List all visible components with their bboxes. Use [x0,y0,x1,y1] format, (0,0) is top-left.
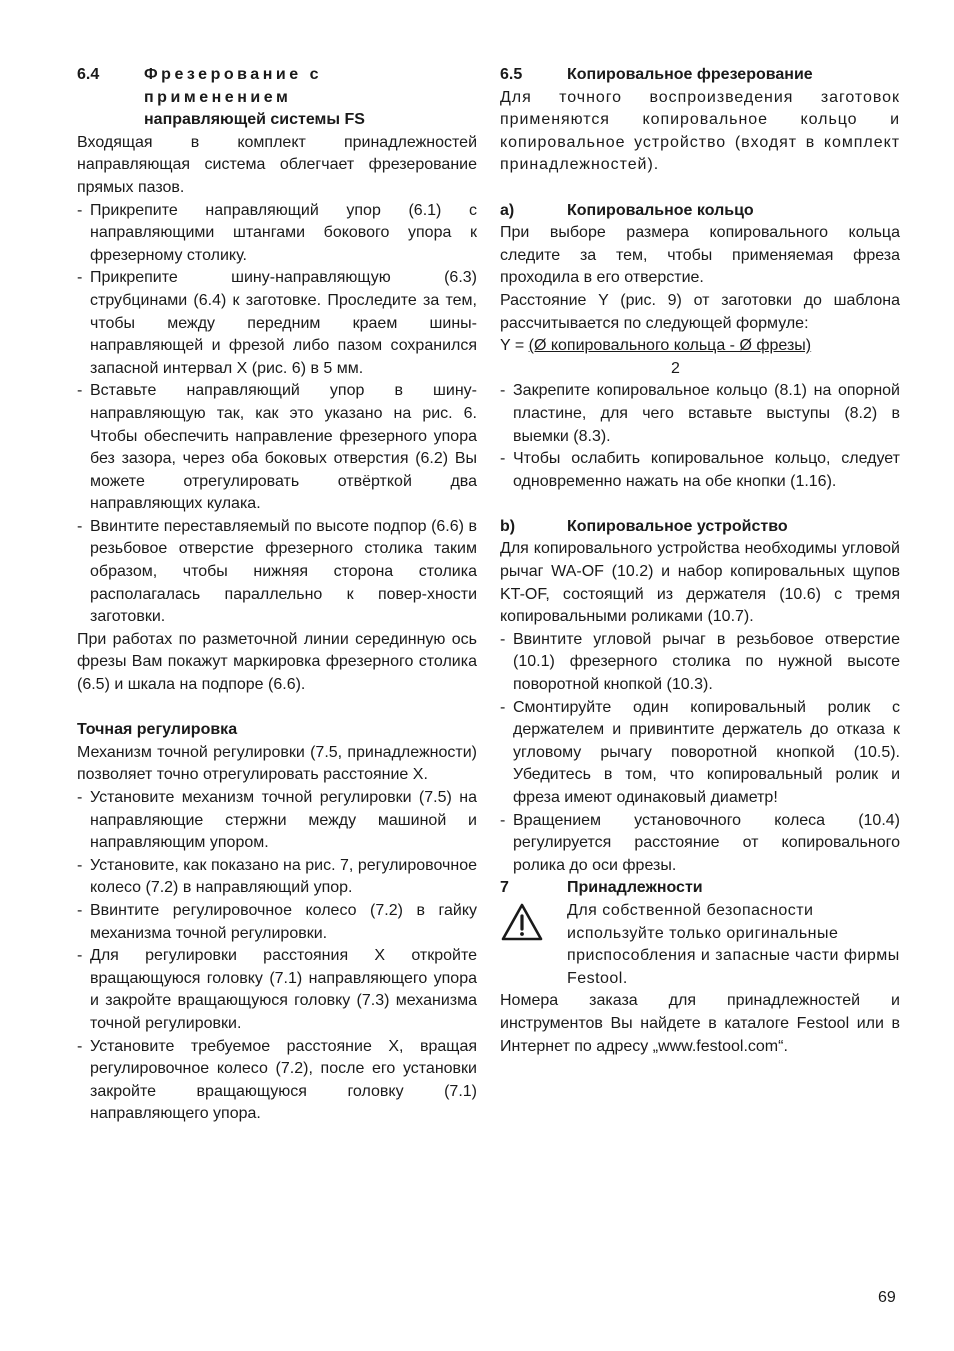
section-title: Копировальное фрезерование [567,66,813,83]
right-column [500,64,900,1058]
list-item: - Ввинтите регулировочное колесо (7.2) в гайку механизма точной регулировки. [77,900,477,945]
section-b-heading [500,516,900,539]
list-item: - Прикрепите направляющий упор (6.1) с направляющими штангами бокового упора к фрезерному столику. [77,200,477,268]
section-title: Принадлежности [567,879,703,897]
left-column [77,64,477,1126]
list-item: - Ввинтите угловой рычаг в резьбовое отверстие (10.1) фрезерного столика по нужной высоте поворотной кнопкой (10.3). [500,629,900,697]
list-item: - Закрепите копировальное кольцо (8.1) на опорной пластине, для чего вставьте выступы (8.2) в выемки (8.3). [500,380,900,448]
section-a-heading [500,200,900,223]
section-title-line2: направляющей системы FS [144,111,365,129]
list-item: - Смонтируйте один копировальный ролик с держателем и привинтите держатель до отказа к угловому рычагу поворотной кнопкой (10.5). Убедитесь в том, что копировальный ролик и фреза имеют одинаковый диаметр! [500,697,900,810]
section-6-5-heading [500,64,900,87]
warning-text: Для собственной безопасности используйте только оригинальные приспособления и запасные части фирмы Festool. [567,901,900,987]
warning-block [500,900,900,990]
fine-adjust-list [77,787,477,1126]
formula-denominator: 2 [671,359,680,377]
section-a-list [500,380,900,493]
section-title: Копировальное устройство [567,517,788,535]
section-6-4-heading [77,64,477,109]
section-6-4-intro: Входящая в комплект принадлежностей направляющая система облегчает фрезерование прямых пазов. [77,133,477,196]
section-7-heading [500,877,900,900]
section-7-outro: Номера заказа для принадлежностей и инструментов Вы найдете в каталоге Festool или в Интернет по адресу „www.festool.com“. [500,992,900,1055]
warning-triangle-icon [500,900,567,950]
list-item: - Для регулировки расстояния X откройте вращающуюся головку (7.1) направляющего упора и закройте вращающуюся головку (7.3) механизма точной регулировки. [77,945,477,1035]
section-number: 6.5 [500,66,523,83]
section-title: Копировальное кольцо [567,201,754,219]
formula-prefix: Y = [500,337,529,355]
page-number: 69 [878,1289,896,1306]
list-item: - Ввинтите переставляемый по высоте подпор (6.6) в резьбовое отверстие фрезерного столика таким образом, чтобы нижняя сторона столика располагалась параллельно к повер-хности заготовки. [77,516,477,629]
section-title: Фрезерование с применением [144,66,323,106]
formula-numerator: (Ø копировального кольца - Ø фрезы) [528,337,812,355]
fine-adjust-title: Точная регулировка [77,721,238,739]
fine-adjust-intro: Механизм точной регулировки (7.5, принадлежности) позволяет точно отрегулировать расстояние X. [77,743,477,784]
list-item: - Вставьте направляющий упор в шину-направляющую так, как это указано на рис. 6. Чтобы обеспечить направление фрезерного упора без зазора, через оба боковых отверстия (6.2) Вы можете отрегулировать отвёрткой два направляющих кулака. [77,380,477,516]
section-a-p2: Расстояние Y (рис. 9) от заготовки до шаблона рассчитывается по следующей формуле: [500,291,900,332]
section-6-4-list [77,200,477,629]
list-item: - Установите, как показано на рис. 7, регулировочное колесо (7.2) в направляющий упор. [77,855,477,900]
list-item: - Вращением установочного колеса (10.4) регулируется расстояние от копировального ролика до оси фрезы. [500,810,900,878]
section-number: b) [500,517,516,535]
section-number: 7 [500,879,509,897]
section-6-4-heading-cont [77,109,477,132]
fine-adjust-heading [77,719,477,742]
section-number: 6.4 [77,66,100,83]
list-item: - Прикрепите шину-направляющую (6.3) струбцинами (6.4) к заготовке. Проследите за тем, чтобы между передним краем шины-направляющей и фрезой либо пазом сохранился запасной интервал X (рис. 6) в 5 мм. [77,267,477,380]
section-number: a) [500,201,515,219]
formula [500,335,900,358]
list-item: - Чтобы ослабить копировальное кольцо, следует одновременно нажать на обе кнопки (1.16). [500,448,900,493]
list-item: - Установите механизм точной регулировки (7.5) на направляющие стержни между машиной и направляющим упором. [77,787,477,855]
section-b-intro: Для копировального устройства необходимы угловой рычаг WA-OF (10.2) и набор копировальных щупов KT-OF, состоящий из держателя (10.6) с тремя копировальными роликами (10.7). [500,540,900,626]
list-item: - Установите требуемое расстояние X, вращая регулировочное колесо (7.2), после его установки закройте вращающуюся головку (7.1) направляющего упора. [77,1036,477,1126]
section-a-p1: При выборе размера копировального кольца следите за тем, чтобы применяемая фреза проходила в его отверстие. [500,224,900,287]
section-6-5-intro: Для точного воспроизведения заготовок применяются копировальное кольцо и копировальное устройство (входят в комплект принадлежностей). [500,88,900,174]
section-b-list [500,629,900,878]
section-6-4-outro: При работах по разметочной линии серединную ось фрезы Вам покажут маркировка фрезерного столика (6.5) и шкала на подпоре (6.6). [77,630,477,694]
